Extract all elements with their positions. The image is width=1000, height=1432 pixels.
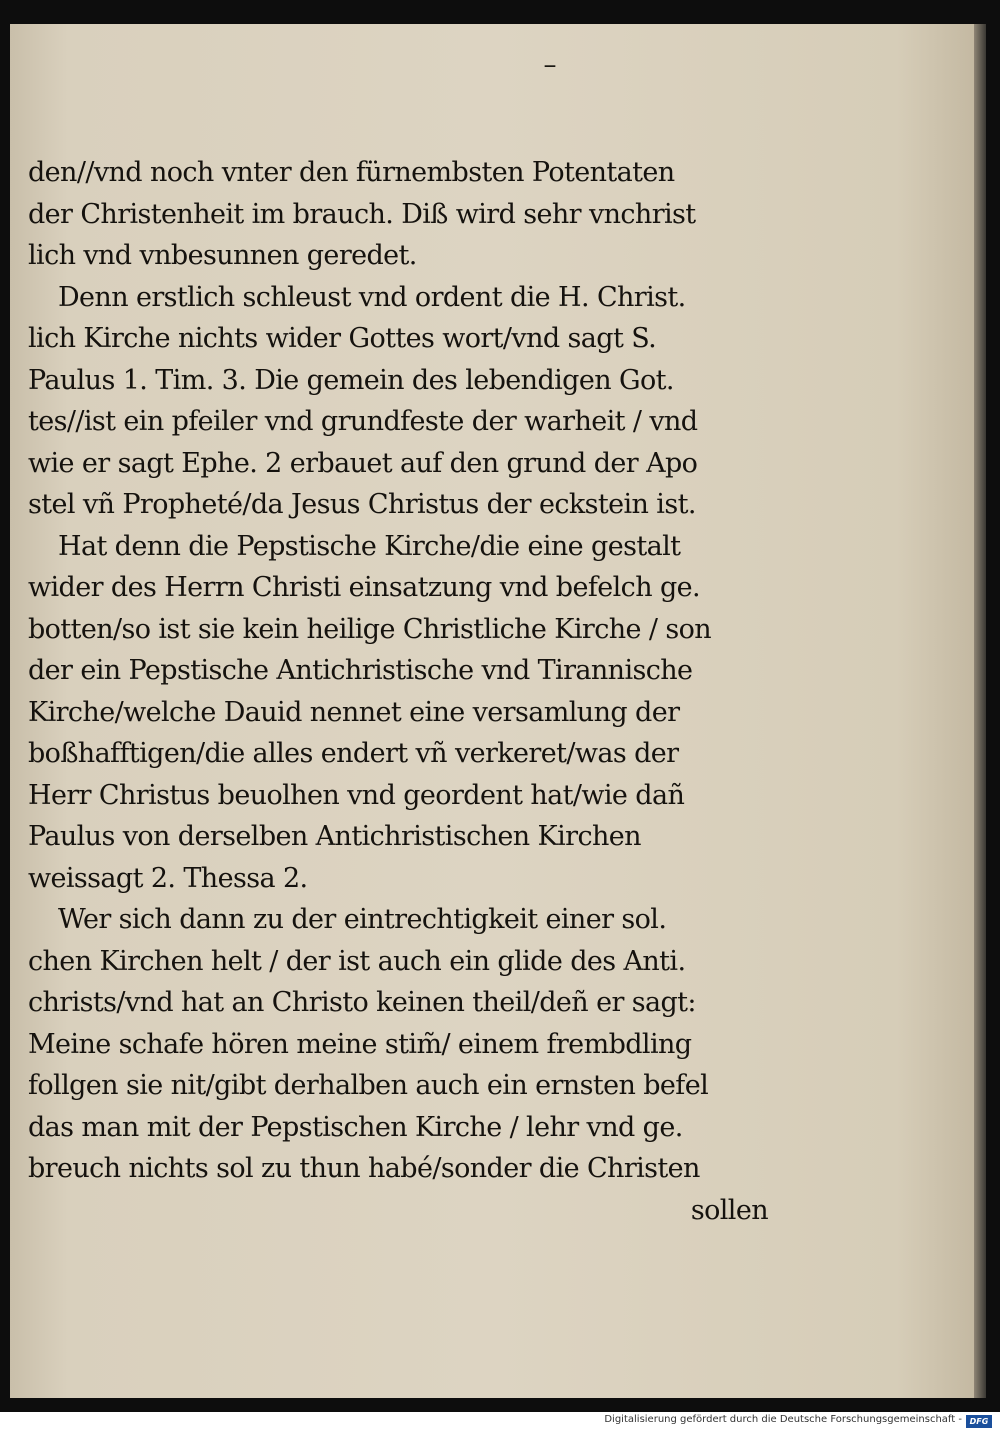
text-line: Hat denn die Pepstische Kirche/die eine gestalt — [58, 530, 681, 562]
text-line: christs/vnd hat an Christo keinen theil/deñ er sagt: — [28, 987, 696, 1018]
text-line: Herr Christus beuolhen vnd geordent hat/wie dañ — [28, 779, 685, 811]
text-line: boßhafftigen/die alles endert vñ verkeret/was der — [28, 738, 679, 769]
footer-bar — [0, 1412, 1000, 1432]
text-line: follgen sie nit/gibt derhalben auch ein ernsten befel — [28, 1070, 709, 1101]
text-line: den//vnd noch vnter den fürnembsten Potentaten — [28, 157, 675, 188]
text-line: Wer sich dann zu der eintrechtigkeit einer sol. — [58, 904, 667, 935]
text-line: der ein Pepstische Antichristische vnd Tirannische — [28, 655, 693, 686]
text-line: wie er sagt Ephe. 2 erbauet auf den grund der Apo — [28, 447, 698, 479]
text-line: botten/so ist sie kein heilige Christliche Kirche / son — [28, 613, 712, 645]
footer-credit: Digitalisierung gefördert durch die Deutsche Forschungsgemeinschaft - — [604, 1414, 962, 1425]
text-line: chen Kirchen helt / der ist auch ein glide des Anti. — [28, 945, 686, 977]
text-line: das man mit der Pepstischen Kirche / lehr vnd ge. — [28, 1111, 683, 1143]
text-line: lich Kirche nichts wider Gottes wort/vnd sagt S. — [28, 323, 657, 354]
catchword: sollen — [690, 1194, 768, 1226]
text-line: Paulus 1. Tim. 3. Die gemein des lebendigen Got. — [28, 364, 674, 396]
text-line: weissagt 2. Thessa 2. — [28, 862, 308, 894]
text-line: der Christenheit im brauch. Diß wird sehr vnchrist — [28, 198, 696, 230]
signature-mark: – — [543, 50, 557, 80]
page-text — [28, 152, 768, 1231]
dfg-logo-icon: DFG — [966, 1415, 992, 1428]
text-line: wider des Herrn Christi einsatzung vnd befelch ge. — [28, 572, 701, 603]
text-line: tes//ist ein pfeiler vnd grundfeste der warheit / vnd — [28, 406, 698, 437]
text-line: Meine schafe hören meine stim̃/ einem frembdling — [28, 1028, 692, 1060]
text-line: Kirche/welche Dauid nennet eine versamlung der — [28, 696, 680, 728]
page-edge — [974, 24, 986, 1398]
text-line: breuch nichts sol zu thun habé/sonder die Christen — [28, 1153, 700, 1184]
text-line: Denn erstlich schleust vnd ordent die H. Christ. — [58, 281, 686, 313]
text-line: lich vnd vnbesunnen geredet. — [28, 240, 417, 271]
text-line: stel vñ Propheté/da Jesus Christus der eckstein ist. — [28, 489, 696, 520]
text-line: Paulus von derselben Antichristischen Kirchen — [28, 821, 641, 852]
